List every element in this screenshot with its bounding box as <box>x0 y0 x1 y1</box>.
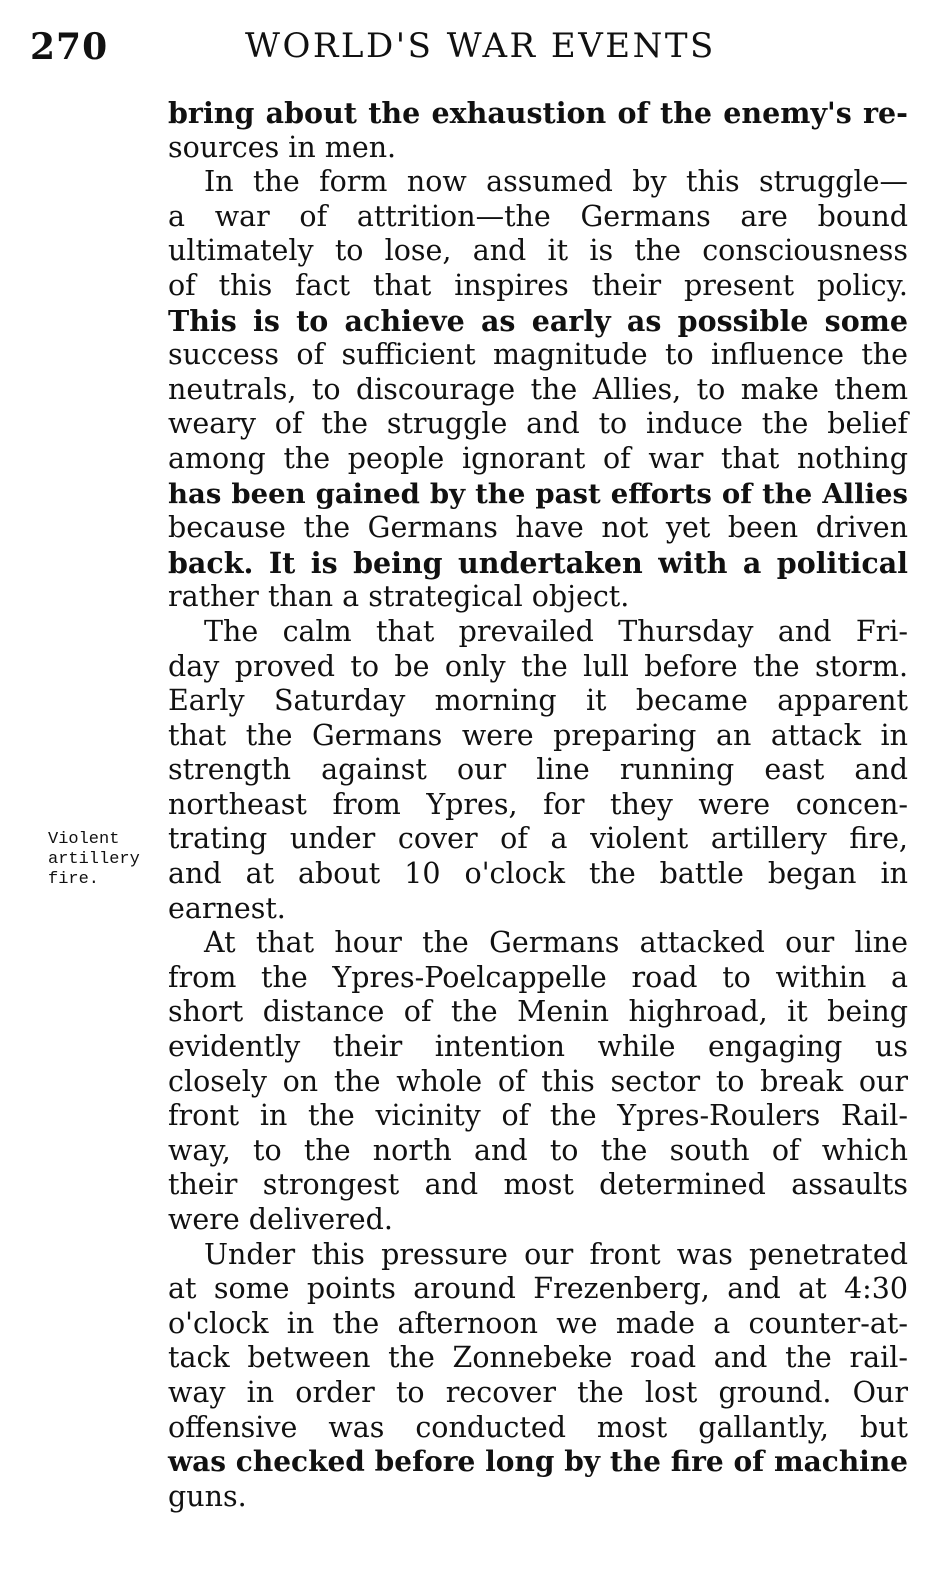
text-line: back. It is being undertaken with a political <box>168 545 908 580</box>
page-number: 270 <box>30 26 109 68</box>
text-line: trating under cover of a violent artillery fire, <box>168 822 908 856</box>
text-line: This is to achieve as early as possible some <box>168 303 908 338</box>
text-line: o'clock in the afternoon we made a counter-at- <box>168 1306 908 1340</box>
text-line: that the Germans were preparing an attack in <box>168 718 908 752</box>
text-line: were delivered. <box>168 1203 393 1236</box>
text-line: their strongest and most determined assaults <box>168 1168 908 1202</box>
text-line: among the people ignorant of war that nothing <box>168 441 908 475</box>
text-line: northeast from Ypres, for they were concen- <box>168 787 908 821</box>
text-line: and at about 10 o'clock the battle began in <box>168 857 908 891</box>
body-text <box>168 96 908 1514</box>
text-line: At that hour the Germans attacked our line <box>204 926 908 960</box>
text-line: day proved to be only the lull before the storm. <box>168 649 908 683</box>
text-line: strength against our line running east and <box>168 753 908 787</box>
text-line: was checked before long by the fire of machine <box>168 1445 908 1479</box>
text-line: weary of the struggle and to induce the belief <box>168 407 908 441</box>
running-title: WORLD'S WAR EVENTS <box>245 26 716 66</box>
text-line: way in order to recover the lost ground. Our <box>168 1375 908 1409</box>
text-line: success of sufficient magnitude to influence the <box>168 338 908 372</box>
text-line: from the Ypres-Poelcappelle road to within a <box>168 960 908 994</box>
text-line: closely on the whole of this sector to break our <box>168 1064 908 1098</box>
text-line: ultimately to lose, and it is the consciousness <box>168 234 908 268</box>
text-line: Under this pressure our front was penetrated <box>204 1237 908 1271</box>
text-line: has been gained by the past efforts of the Allies <box>168 477 908 510</box>
text-line: short distance of the Menin highroad, it being <box>168 995 908 1029</box>
text-line: neutrals, to discourage the Allies, to make them <box>168 372 908 406</box>
text-line: guns. <box>168 1479 247 1513</box>
text-line: Early Saturday morning it became apparent <box>168 684 908 718</box>
text-line: tack between the Zonnebeke road and the rail- <box>168 1341 908 1375</box>
text-line: The calm that prevailed Thursday and Fri- <box>204 614 908 648</box>
margin-note-line: Violent <box>48 830 120 849</box>
text-line: In the form now assumed by this struggle— <box>204 165 908 199</box>
text-line: offensive was conducted most gallantly, but <box>168 1410 908 1444</box>
text-line: earnest. <box>168 891 286 925</box>
text-line: bring about the exhaustion of the enemy's re- <box>168 96 908 130</box>
text-line: front in the vicinity of the Ypres-Roulers Rail- <box>168 1099 908 1133</box>
text-line: way, to the north and to the south of which <box>168 1133 908 1167</box>
text-line: sources in men. <box>168 130 397 164</box>
margin-note <box>48 830 158 890</box>
page-header <box>30 26 910 76</box>
text-line: a war of attrition—the Germans are bound <box>168 199 908 233</box>
margin-note-line: fire. <box>48 870 100 889</box>
margin-note-line: artillery <box>48 850 140 869</box>
text-line: rather than a strategical object. <box>168 580 630 614</box>
text-line: of this fact that inspires their present policy. <box>168 268 908 302</box>
text-line: because the Germans have not yet been driven <box>168 511 908 545</box>
text-line: evidently their intention while engaging us <box>168 1030 908 1064</box>
text-line: at some points around Frezenberg, and at 4:30 <box>168 1272 908 1306</box>
